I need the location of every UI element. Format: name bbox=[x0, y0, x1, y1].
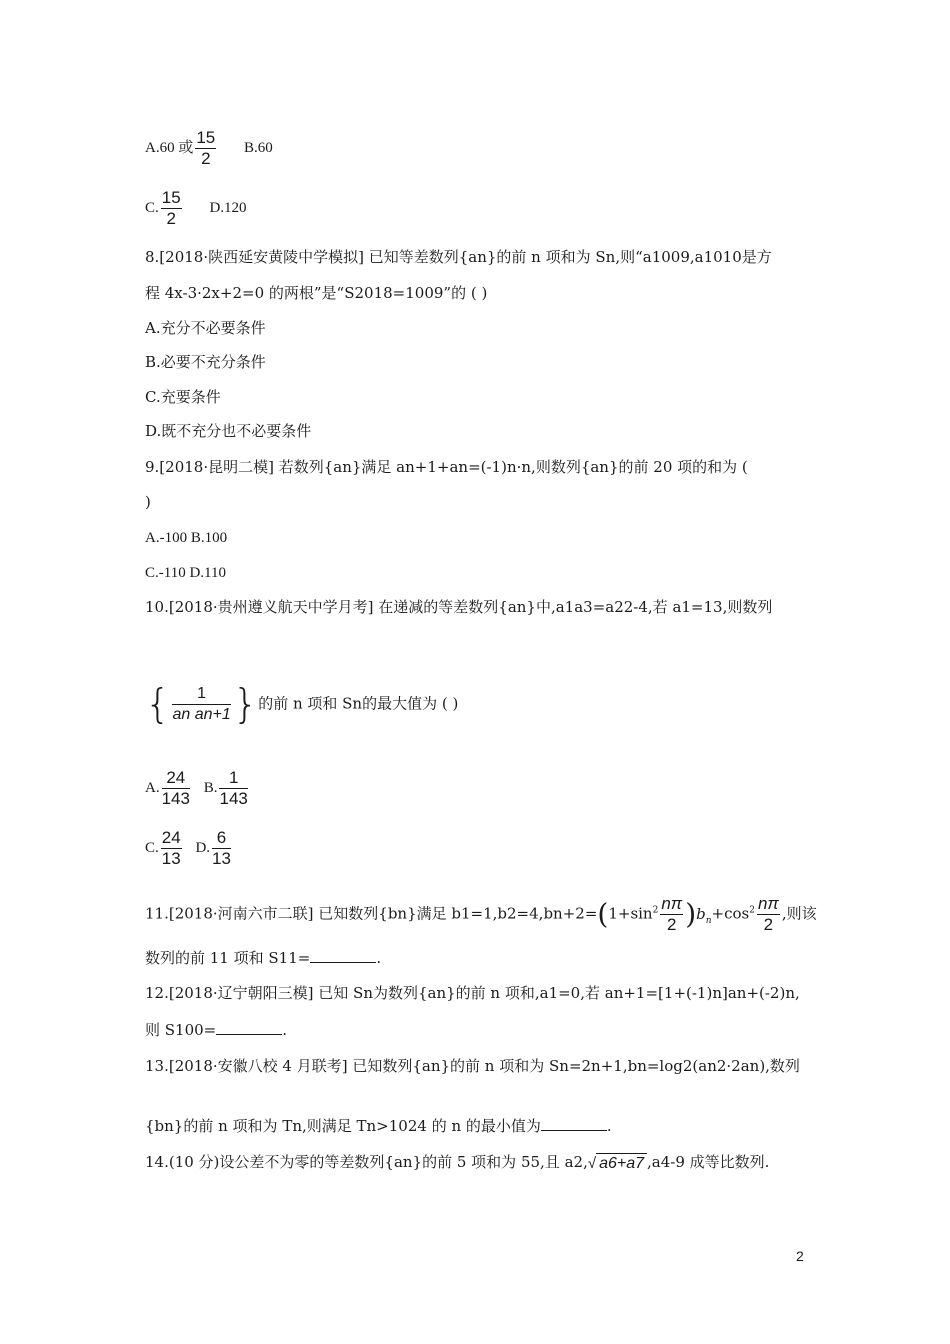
q9-options-ab: A.-100 B.100 bbox=[145, 530, 228, 546]
q13-answer-blank[interactable] bbox=[541, 1116, 607, 1131]
left-brace-icon: { bbox=[145, 681, 171, 728]
q8-stem-line1: 8.[2018·陕西延安黄陵中学模拟] 已知等差数列{an}的前 n 项和为 Sn,则“a1009,a1010是方 bbox=[145, 248, 772, 266]
q12-stem-line2-text: 则 S100= bbox=[145, 1021, 217, 1039]
q11-stem-line2 bbox=[145, 948, 381, 968]
q10-option-c-prefix: C. bbox=[145, 839, 159, 856]
q13-stem-line2 bbox=[145, 1116, 612, 1136]
q7-option-d: D.120 bbox=[209, 199, 247, 216]
q11-stem-prefix: 11.[2018·河南六市二联] 已知数列{bn}满足 b1=1,b2=4,bn+2= bbox=[145, 904, 598, 923]
q10-option-a-prefix: A. bbox=[145, 779, 160, 796]
q7-options-ab bbox=[145, 128, 273, 169]
q10-option-b-prefix: B. bbox=[203, 779, 218, 796]
q10-options-cd bbox=[145, 828, 233, 869]
q10-option-b-fraction: $\frac{1}{143}$ bbox=[219, 768, 248, 808]
q10-stem-line2 bbox=[145, 681, 459, 728]
right-brace-icon: } bbox=[232, 681, 259, 728]
q10-option-c-fraction: $\frac{24}{13}$ bbox=[161, 828, 181, 868]
q10-sequence-fraction: $\frac{1}{\text{an an+1}}$ bbox=[172, 685, 231, 723]
q7-options-cd bbox=[145, 188, 247, 229]
q7-option-b: B.60 bbox=[244, 139, 273, 156]
q12-answer-blank[interactable] bbox=[216, 1020, 282, 1035]
q14-stem-prefix: 14.(10 分)设公差不为零的等差数列{an}的前 5 项和为 55,且 a2, bbox=[145, 1153, 588, 1171]
q14-stem-suffix: ,a4-9 成等比数列. bbox=[647, 1153, 770, 1171]
q12-period: . bbox=[282, 1021, 288, 1039]
sqrt-icon: √ a6+a7 bbox=[588, 1153, 647, 1174]
q7-option-c-fraction: $\frac{15}{2}$ bbox=[161, 188, 181, 228]
q8-option-c: C.充要条件 bbox=[145, 388, 221, 406]
q7-option-c-prefix: C. bbox=[145, 199, 159, 216]
q10-option-d-prefix: D. bbox=[195, 839, 211, 856]
page-number: 2 bbox=[796, 1248, 804, 1264]
q8-stem-line2: 程 4x-3·2x+2=0 的两根”是“S2018=1009”的 ( ) bbox=[145, 284, 488, 302]
q11-stem-line1: 11.[2018·河南六市二联] 已知数列{bn}满足 $b1=1,b2=4,bn+2=(1+\sin^2$ $\frac{n\pi}{2}$ )$b_n+\cos^2$ $\frac{n\pi}{2}$ ,则该 bbox=[145, 894, 817, 934]
q9-stem-line1: 9.[2018·昆明二模] 若数列{an}满足 an+1+an=(-1)n·n,则数列{an}的前 20 项的和为 ( bbox=[145, 458, 748, 476]
q8-option-b: B.必要不充分条件 bbox=[145, 353, 266, 371]
q11-stem-suffix: ,则该 bbox=[781, 904, 817, 923]
q9-stem-line2: ) bbox=[145, 493, 151, 511]
right-paren-icon: ) bbox=[685, 897, 697, 931]
q8-option-d: D.既不充分也不必要条件 bbox=[145, 422, 312, 440]
q7-option-a-prefix: A.60 或 bbox=[145, 139, 194, 156]
q12-stem-line2 bbox=[145, 1020, 287, 1040]
q10-option-a-fraction: $\frac{24}{143}$ bbox=[161, 768, 190, 808]
q10-stem-line1: 10.[2018·贵州遵义航天中学月考] 在递减的等差数列{an}中,a1a3=a22-4,若 a1=13,则数列 bbox=[145, 598, 773, 616]
q12-stem-line1: 12.[2018·辽宁朝阳三模] 已知 Sn为数列{an}的前 n 项和,a1=0,若 an+1=[1+(-1)n]an+(-2)n, bbox=[145, 984, 800, 1002]
q13-period: . bbox=[606, 1117, 612, 1135]
q10-stem-rest: 的前 n 项和 Sn的最大值为 ( ) bbox=[258, 694, 459, 713]
q10-option-d-fraction: $\frac{6}{13}$ bbox=[212, 828, 231, 868]
q7-option-a-fraction: $\frac{15}{2}$ bbox=[196, 128, 216, 168]
q14-stem-line1 bbox=[145, 1152, 769, 1174]
q11-sin-fraction: $\frac{n\pi}{2}$ bbox=[661, 894, 683, 934]
q11-cos-fraction: $\frac{n\pi}{2}$ bbox=[757, 894, 779, 934]
q8-option-a: A.充分不必要条件 bbox=[145, 319, 266, 337]
left-paren-icon: ( bbox=[597, 897, 609, 931]
q11-answer-blank[interactable] bbox=[310, 948, 376, 963]
q11-stem-line2-text: 数列的前 11 项和 S11= bbox=[145, 949, 311, 967]
q9-options-cd: C.-110 D.110 bbox=[145, 565, 226, 581]
q10-options-ab bbox=[145, 768, 250, 809]
q13-stem-line2-text: {bn}的前 n 项和为 Tn,则满足 Tn>1024 的 n 的最小值为 bbox=[145, 1117, 541, 1135]
q13-stem-line1: 13.[2018·安徽八校 4 月联考] 已知数列{an}的前 n 项和为 Sn=2n+1,bn=log2(an2·2an),数列 bbox=[145, 1057, 800, 1075]
q11-period: . bbox=[376, 949, 382, 967]
